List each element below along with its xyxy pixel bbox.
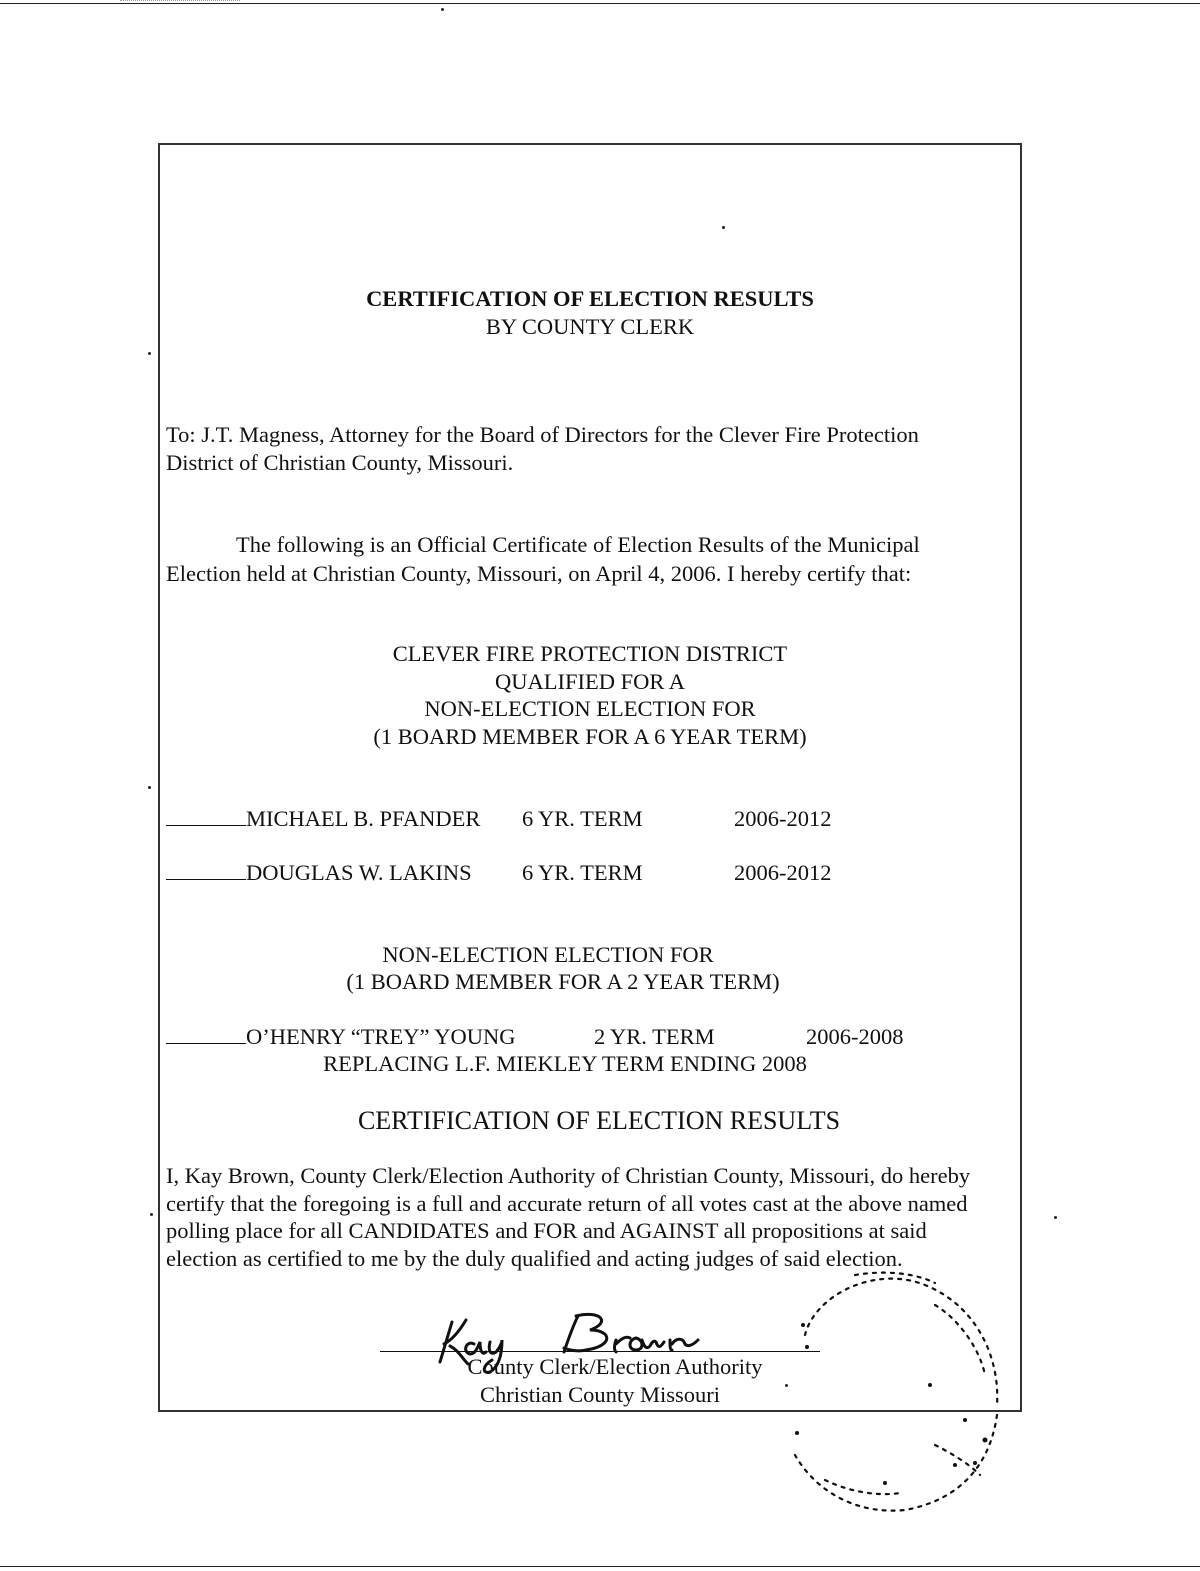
candidate-years: 2006-2012 [734, 806, 832, 831]
certification-heading: CERTIFICATION OF ELECTION RESULTS [357, 1106, 841, 1135]
section2-line: NON-ELECTION ELECTION FOR [382, 942, 714, 967]
certification-line: certify that the foregoing is a full and accurate return of all votes cast at the above named [166, 1191, 968, 1216]
certification-line: polling place for all CANDIDATES and FOR and AGAINST all propositions at said [166, 1218, 927, 1243]
mark-blank [166, 807, 246, 826]
section1-line: QUALIFIED FOR A [494, 669, 685, 694]
candidate-years: 2006-2008 [806, 1024, 904, 1049]
intro-line-2: Election held at Christian County, Missouri, on April 4, 2006. I hereby certify that: [166, 561, 912, 586]
scan-speck [722, 226, 725, 229]
candidate-name: MICHAEL B. PFANDER [246, 806, 481, 831]
intro-line-1: The following is an Official Certificate of Election Results of the Municipal [236, 532, 920, 557]
section2-line: (1 BOARD MEMBER FOR A 2 YEAR TERM) [346, 969, 780, 994]
candidate-name: DOUGLAS W. LAKINS [246, 860, 472, 885]
section1-line: NON-ELECTION ELECTION FOR [424, 696, 756, 721]
scan-speck [441, 8, 444, 11]
scan-bottom-border [0, 1566, 1200, 1567]
scan-top-mark [120, 0, 240, 3]
candidate-row-6yr-2 [166, 860, 472, 886]
county-seal-impression [785, 1265, 1015, 1535]
addressee-line-1: To: J.T. Magness, Attorney for the Board of Directors for the Clever Fire Protection [166, 422, 919, 447]
candidate-row-6yr-1 [166, 806, 480, 832]
certificate-title: CERTIFICATION OF ELECTION RESULTS [366, 286, 814, 311]
candidate-name: O’HENRY “TREY” YOUNG [246, 1024, 516, 1049]
mark-blank [166, 1025, 246, 1044]
replacing-note: REPLACING L.F. MIEKLEY TERM ENDING 2008 [323, 1051, 807, 1076]
candidate-row-2yr [166, 1024, 516, 1050]
candidate-years: 2006-2012 [734, 860, 832, 885]
certificate-subtitle: BY COUNTY CLERK [485, 314, 695, 339]
signature-line [380, 1351, 820, 1352]
scan-top-border [0, 3, 1200, 4]
mark-blank [166, 861, 246, 880]
certification-line: election as certified to me by the duly qualified and acting judges of said election. [166, 1246, 903, 1271]
scan-speck [1054, 1216, 1057, 1219]
signer-location: Christian County Missouri [479, 1382, 721, 1407]
candidate-term: 2 YR. TERM [594, 1024, 715, 1049]
candidate-term: 6 YR. TERM [522, 860, 643, 885]
section1-line: (1 BOARD MEMBER FOR A 6 YEAR TERM) [373, 724, 807, 749]
addressee-line-2: District of Christian County, Missouri. [166, 450, 514, 475]
certification-line: I, Kay Brown, County Clerk/Election Authority of Christian County, Missouri, do hereby [166, 1163, 971, 1188]
signer-title: County Clerk/Election Authority [467, 1354, 763, 1379]
candidate-term: 6 YR. TERM [522, 806, 643, 831]
scan-speck [148, 786, 151, 789]
scan-speck [785, 1384, 788, 1387]
scan-speck [148, 352, 151, 355]
scan-speck [150, 1213, 153, 1216]
section1-line: CLEVER FIRE PROTECTION DISTRICT [392, 641, 788, 666]
